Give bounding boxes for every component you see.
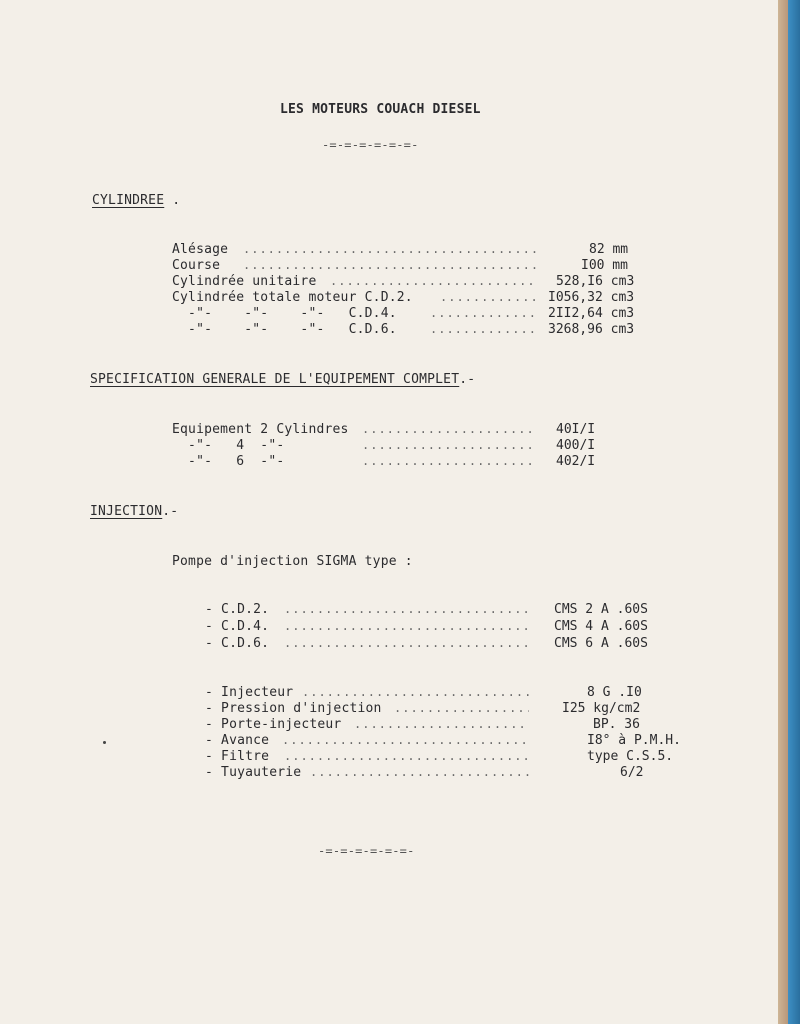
leader-dots xyxy=(362,438,537,454)
injection-detail-value-2: BP. 36 xyxy=(593,717,640,732)
cylindree-label-0: Alésage xyxy=(172,242,229,257)
leader-dots xyxy=(430,322,537,338)
pump-label-0: - C.D.2. xyxy=(205,602,270,617)
injection-detail-value-5: 6/2 xyxy=(620,765,644,780)
cylindree-value-2: 528,I6 cm3 xyxy=(556,274,635,289)
pump-value-1: CMS 4 A .60S xyxy=(554,619,648,634)
leader-dots xyxy=(310,765,529,781)
cylindree-value-1: I00 mm xyxy=(581,258,628,273)
cylindree-value-0: 82 mm xyxy=(589,242,629,257)
injection-detail-label-0: - Injecteur xyxy=(205,685,294,700)
leader-dots xyxy=(282,733,529,749)
specification-heading-text: SPECIFICATION GENERALE DE L'EQUIPEMENT COMPLET xyxy=(90,372,460,387)
leader-dots xyxy=(243,242,537,258)
injection-heading-suffix: .- xyxy=(162,504,179,519)
leader-dots xyxy=(354,717,529,733)
cylindree-value-4: 2II2,64 cm3 xyxy=(548,306,635,321)
injection-detail-label-5: - Tuyauterie xyxy=(205,765,302,780)
spec-value-0: 40I/I xyxy=(556,422,596,437)
cylindree-heading-suffix: . xyxy=(172,193,181,208)
spec-value-1: 400/I xyxy=(556,438,596,453)
leader-dots xyxy=(284,602,529,618)
injection-heading-text: INJECTION xyxy=(90,504,163,519)
leader-dots xyxy=(330,274,537,290)
leader-dots xyxy=(284,749,529,765)
leader-dots xyxy=(302,685,529,701)
pompe-label: Pompe d'injection SIGMA type : xyxy=(172,554,413,569)
leader-dots xyxy=(394,701,529,717)
injection-detail-label-4: - Filtre xyxy=(205,749,270,764)
binder-cover-edge xyxy=(788,0,800,1024)
leader-dots xyxy=(362,422,537,438)
injection-detail-value-0: 8 G .I0 xyxy=(587,685,642,700)
leader-dots xyxy=(284,636,529,652)
cylindree-value-3: I056,32 cm3 xyxy=(548,290,635,305)
injection-detail-label-3: - Avance xyxy=(205,733,270,748)
pump-value-2: CMS 6 A .60S xyxy=(554,636,648,651)
section-cylindree-heading xyxy=(92,193,180,209)
spec-label-1: -"- 4 -"- xyxy=(172,438,285,453)
cylindree-label-4: -"- -"- -"- C.D.4. xyxy=(172,306,397,321)
spec-label-2: -"- 6 -"- xyxy=(172,454,285,469)
spec-label-0: Equipement 2 Cylindres xyxy=(172,422,349,437)
pump-label-2: - C.D.6. xyxy=(205,636,270,651)
cylindree-label-1: Course xyxy=(172,258,221,273)
section-injection-heading xyxy=(90,504,178,520)
leader-dots xyxy=(243,258,537,274)
injection-detail-label-2: - Porte-injecteur xyxy=(205,717,342,732)
pump-value-0: CMS 2 A .60S xyxy=(554,602,648,617)
leader-dots xyxy=(362,454,537,470)
injection-detail-label-1: - Pression d'injection xyxy=(205,701,382,716)
binder-edge xyxy=(778,0,788,1024)
injection-detail-value-3: I8° à P.M.H. xyxy=(587,733,681,748)
specification-heading-suffix: .- xyxy=(459,372,476,387)
cylindree-label-3: Cylindrée totale moteur C.D.2. xyxy=(172,290,413,305)
separator-bottom: -=-=-=-=-=-=- xyxy=(318,844,415,858)
leader-dots xyxy=(284,619,529,635)
paper-speck xyxy=(103,741,106,744)
injection-detail-value-4: type C.S.5. xyxy=(587,749,674,764)
section-specification-heading xyxy=(90,372,475,388)
separator-top: -=-=-=-=-=-=- xyxy=(322,138,419,152)
document-title: LES MOTEURS COUACH DIESEL xyxy=(280,102,481,117)
cylindree-label-5: -"- -"- -"- C.D.6. xyxy=(172,322,397,337)
injection-detail-value-1: I25 kg/cm2 xyxy=(562,701,641,716)
leader-dots xyxy=(430,306,537,322)
spec-value-2: 402/I xyxy=(556,454,596,469)
cylindree-label-2: Cylindrée unitaire xyxy=(172,274,317,289)
pump-label-1: - C.D.4. xyxy=(205,619,270,634)
leader-dots xyxy=(440,290,537,306)
cylindree-value-5: 3268,96 cm3 xyxy=(548,322,635,337)
cylindree-heading-text: CYLINDREE xyxy=(92,193,165,208)
